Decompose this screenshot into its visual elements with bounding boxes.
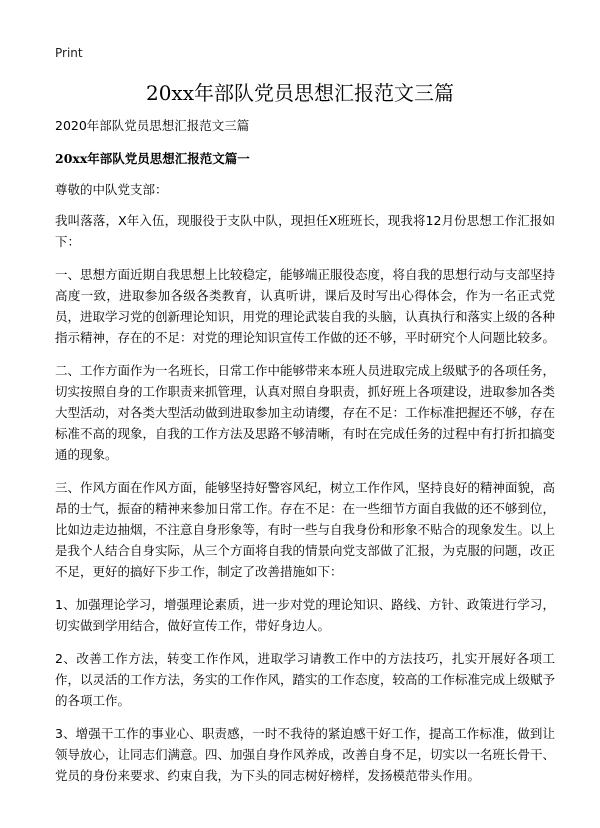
document-subtitle: 2020年部队党员思想汇报范文三篇 [55, 118, 250, 133]
paragraph-thought: 一、思想方面近期自我思想上比较稳定，能够端正服役态度，将自我的思想行动与支部坚持高度一致，进取参加各级各类教育，认真听讲，课后及时写出心得体会，作为一名正式党员，进取学习党的创新理论知识，用党的理论武装自我的头脑，认真执行和落实上级的各种指示精神，存在的不足：对党的理论知识宣传工作做的还不够，平时研究个人问题比较多。 [55, 267, 556, 345]
paragraph-measure-3: 3、增强干工作的事业心、职责感，一时不我待的紧迫感干好工作，提高工作标准，做到让领导放心，让同志们满意。四、加强自身作风养成，改善自身不足，切实以一名班长骨干、党员的身份来要求、约束自我，为下头的同志树好榜样，发扬模范带头作用。 [55, 726, 556, 783]
paragraph-measure-1: 1、加强理论学习，增强理论素质，进一步对党的理论知识、路线、方针、政策进行学习，切实做到学用结合，做好宣传工作，带好身边人。 [55, 597, 555, 633]
salutation: 尊敬的中队党支部： [55, 182, 168, 197]
document-title: 20xx年部队党员思想汇报范文三篇 [145, 81, 454, 105]
paragraph-measure-2: 2、改善工作方法，转变工作作风，进取学习请教工作中的方法技巧，扎实开展好各项工作，以灵活的工作方法，务实的工作作风，踏实的工作态度，较高的工作标准完成上级赋予的各项工作。 [55, 651, 556, 708]
paragraph-work: 二、工作方面作为一名班长，日常工作中能够带来本班人员进取完成上级赋予的各项任务，切实按照自身的工作职责来抓管理，认真对照自身职责，抓好班上各项建设，进取参加各类大型活动，对各类大型活动做到进取参加主动请缨，存在不足：工作标准把握还不够，存在标准不高的现象，自我的工作方法及思路不够清晰，有时在完成任务的过程中有打折扣搞变通的现象。 [55, 363, 556, 462]
document-body [55, 115, 555, 798]
paragraph-style: 三、作风方面在作风方面，能够坚持好警容风纪，树立工作作风，坚持良好的精神面貌，高昂的士气，振奋的精神来参加日常工作。存在不足：在一些细节方面自我做的还不够到位，比如边走边抽烟，不注意自身形象等，有时一些与自我身份和形象不贴合的现象发生。以上是我个人结合自身实际，从三个方面将自我的情景向党支部做了汇报，为克服的问题，改正不足，更好的搞好下步工作，制定了改善措施如下： [55, 480, 556, 579]
print-link[interactable]: Print [55, 46, 83, 60]
paragraph-intro: 我叫落落，X年入伍，现服役于支队中队，现担任X班班长，现我将12月份思想工作汇报如下： [55, 213, 555, 249]
section-heading: 20xx年部队党员思想汇报范文篇一 [55, 151, 250, 166]
